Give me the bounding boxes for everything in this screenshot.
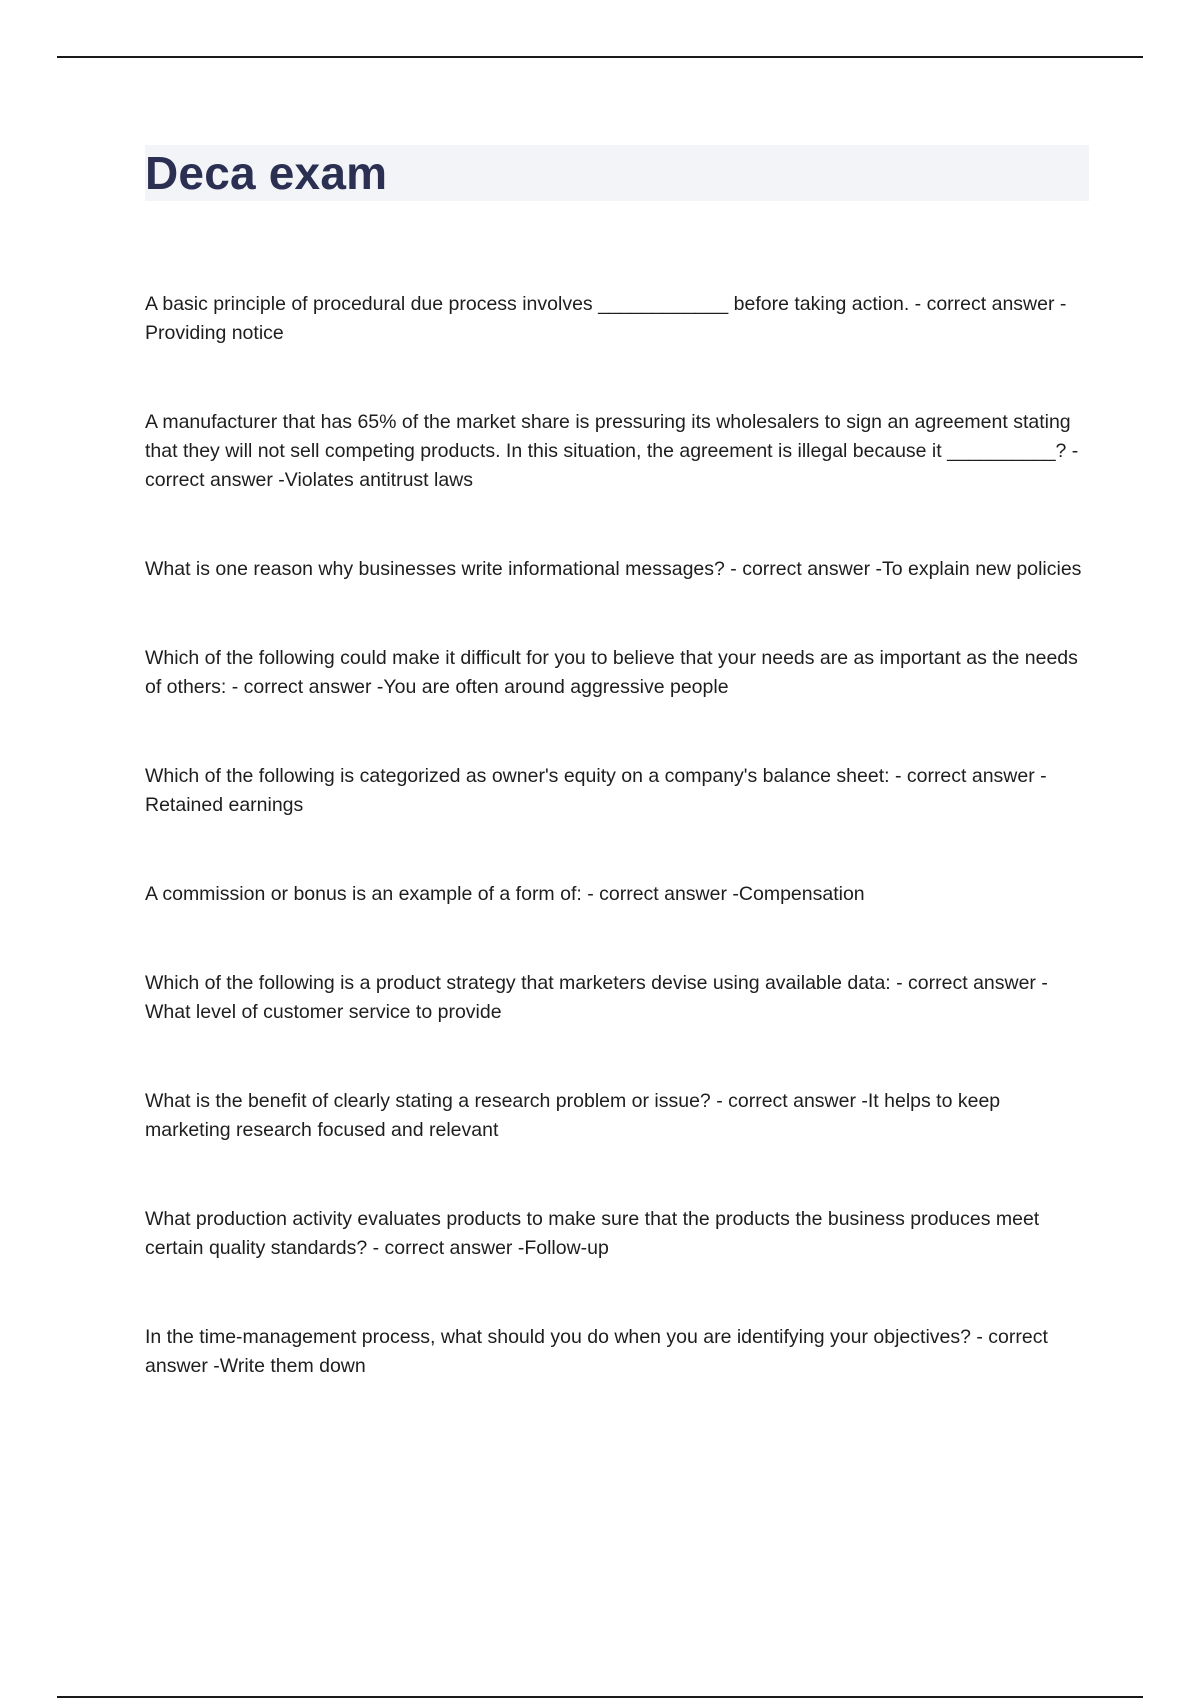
question-item-2: A manufacturer that has 65% of the market share is pressuring its wholesalers to sign an agreement stating that they will not sell competing products. In this situation, the agreement is illegal because it __________? - correct answer -Violates antitrust laws [145,411,1079,491]
question-item-4: Which of the following could make it difficult for you to believe that your needs are as important as the needs of others: - correct answer -You are often around aggressive people [145,647,1078,698]
question-item-5: Which of the following is categorized as owner's equity on a company's balance sheet: - correct answer -Retained earnings [145,765,1047,816]
top-rule [57,56,1143,58]
question-item-6: A commission or bonus is an example of a form of: - correct answer -Compensation [145,883,865,905]
question-item-8: What is the benefit of clearly stating a research problem or issue? - correct answer -It helps to keep marketing research focused and relevant [145,1090,1001,1141]
question-item-1: A basic principle of procedural due process involves ____________ before taking action. - correct answer -Providing notice [145,293,1067,344]
bottom-rule [57,1696,1143,1698]
question-item-3: What is one reason why businesses write informational messages? - correct answer -To explain new policies [145,558,1082,580]
question-item-9: What production activity evaluates products to make sure that the products the business produces meet certain quality standards? - correct answer -Follow-up [145,1208,1040,1259]
question-list [145,290,1090,1441]
document-title: Deca exam [145,147,388,199]
question-item-7: Which of the following is a product strategy that marketers devise using available data: - correct answer -What level of customer service to provide [145,972,1048,1023]
question-item-10: In the time-management process, what should you do when you are identifying your objectives? - correct answer -Write them down [145,1326,1048,1377]
